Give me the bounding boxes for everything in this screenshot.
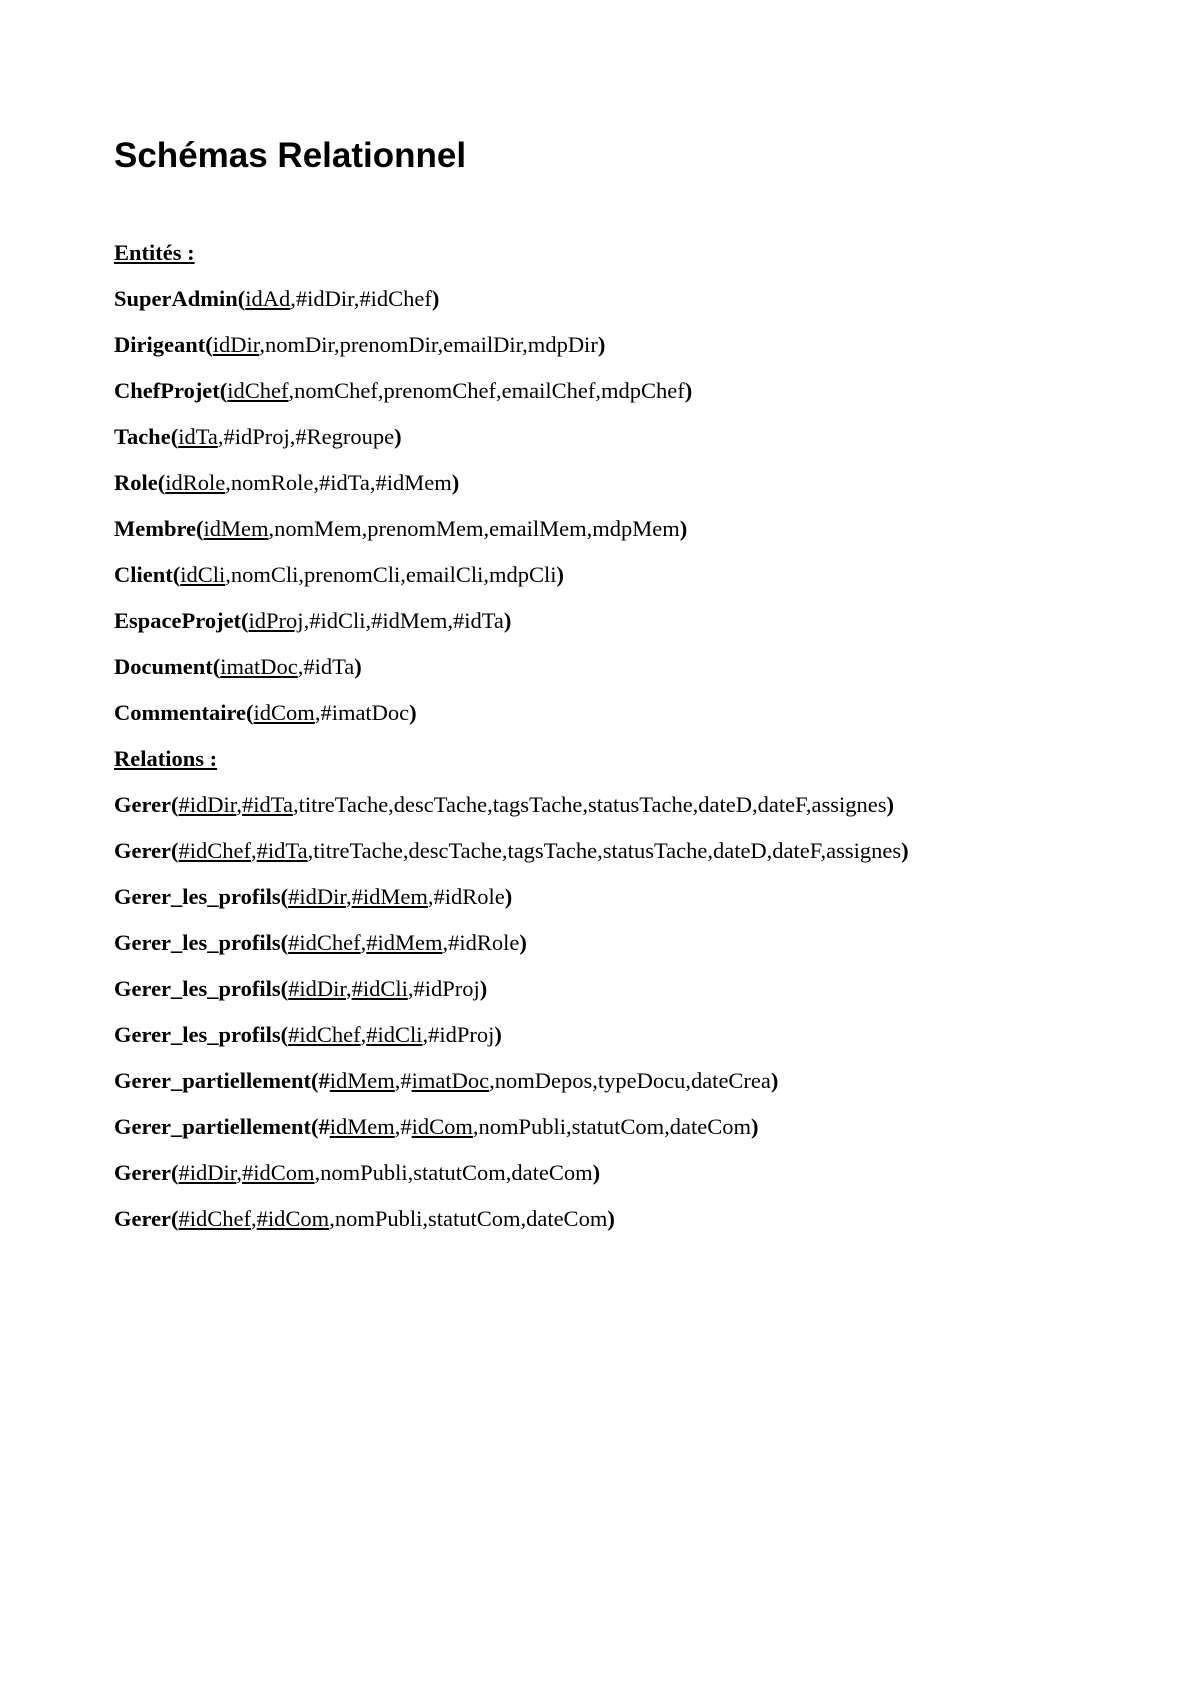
attribute-text: ,nomPubli,statutCom,dateCom (472, 1114, 752, 1139)
relation-line (114, 1060, 1114, 1106)
entity-line (114, 416, 1114, 462)
entity-line (114, 554, 1114, 600)
key-attribute: idTa (178, 424, 218, 449)
relation-name: Gerer_partiellement (114, 1114, 311, 1139)
attribute-text: , (236, 792, 243, 817)
relation-name: Gerer (114, 1206, 172, 1231)
key-attribute: #idChef (178, 1206, 252, 1231)
key-attribute: #idDir (178, 792, 237, 817)
attribute-text: ,nomChef,prenomChef,emailChef,mdpChef (288, 378, 685, 403)
close-paren: ) (607, 1206, 615, 1231)
close-paren: ) (684, 378, 693, 403)
key-attribute: #idChef (178, 838, 252, 863)
entity-line (114, 278, 1114, 324)
attribute-text: , (251, 1206, 257, 1231)
relation-name: EspaceProjet (114, 608, 242, 633)
attribute-text: ,#idProj,#Regroupe (217, 424, 395, 449)
key-attribute: idChef (227, 378, 289, 403)
key-attribute: #idChef (288, 1022, 361, 1047)
entity-line (114, 646, 1114, 692)
close-paren: ) (770, 1068, 779, 1093)
open-paren: ( (170, 424, 179, 449)
open-paren: ( (171, 1160, 179, 1185)
key-attribute: #idDir (288, 884, 346, 909)
key-attribute: #idCli (366, 1022, 423, 1047)
open-paren: ( (196, 516, 204, 541)
close-paren: ) (354, 654, 362, 679)
relation-name: Gerer (114, 1160, 172, 1185)
attribute-text: , (236, 1160, 243, 1185)
schema-content (114, 232, 1114, 1244)
entity-line (114, 600, 1114, 646)
close-paren: ) (679, 516, 688, 541)
key-attribute: idRole (165, 470, 226, 495)
key-attribute: idCli (180, 562, 226, 587)
attribute-text: , (345, 976, 352, 1001)
key-attribute: idProj (248, 608, 304, 633)
relation-name: Gerer_les_profils (114, 884, 281, 909)
relation-name: Document (114, 654, 213, 679)
close-paren: ) (597, 332, 606, 357)
close-paren: ) (751, 1114, 759, 1139)
key-attribute: #idTa (256, 838, 308, 863)
hash-symbol: # (318, 1114, 330, 1139)
attribute-text: ,#idRole (442, 930, 520, 955)
close-paren: ) (556, 562, 565, 587)
relation-line (114, 830, 1114, 876)
attribute-text: ,nomMem,prenomMem,emailMem,mdpMem (268, 516, 680, 541)
key-attribute: imatDoc (411, 1068, 490, 1093)
key-attribute: #idCli (351, 976, 408, 1001)
relation-line (114, 968, 1114, 1014)
relation-name: Gerer (114, 792, 172, 817)
attribute-text: ,nomPubli,statutCom,dateCom (329, 1206, 608, 1231)
attribute-text: ,#idProj (407, 976, 480, 1001)
attribute-text: , (360, 1022, 367, 1047)
attribute-text: ,#idDir,#idChef (290, 286, 432, 311)
relation-name: Gerer_les_profils (114, 1022, 281, 1047)
attribute-text: ,nomDir,prenomDir,emailDir,mdpDir (259, 332, 598, 357)
open-paren: ( (219, 378, 228, 403)
close-paren: ) (886, 792, 894, 817)
open-paren: ( (171, 792, 179, 817)
key-attribute: #idCom (256, 1206, 330, 1231)
key-attribute: idDir (212, 332, 260, 357)
attribute-text: ,nomRole,#idTa,#idMem (225, 470, 452, 495)
open-paren: ( (311, 1114, 319, 1139)
open-paren: ( (311, 1068, 319, 1093)
close-paren: ) (431, 286, 440, 311)
open-paren: ( (280, 930, 289, 955)
entity-line (114, 370, 1114, 416)
attribute-text: ,# (394, 1114, 412, 1139)
close-paren: ) (479, 976, 488, 1001)
relation-line (114, 1106, 1114, 1152)
key-attribute: idAd (245, 286, 291, 311)
relation-name: Client (114, 562, 173, 587)
close-paren: ) (451, 470, 460, 495)
open-paren: ( (280, 976, 289, 1001)
attribute-text: ,nomDepos,typeDocu,dateCrea (489, 1068, 771, 1093)
close-paren: ) (503, 608, 512, 633)
close-paren: ) (494, 1022, 502, 1047)
entity-line (114, 692, 1114, 738)
open-paren: ( (172, 562, 181, 587)
relation-name: Gerer (114, 838, 172, 863)
key-attribute: idMem (329, 1114, 395, 1139)
open-paren: ( (241, 608, 249, 633)
key-attribute: #idDir (288, 976, 346, 1001)
key-attribute: #idDir (178, 1160, 237, 1185)
entity-line (114, 508, 1114, 554)
key-attribute: idCom (253, 700, 315, 725)
attribute-text: ,# (394, 1068, 412, 1093)
attribute-text: ,#idRole (427, 884, 505, 909)
close-paren: ) (409, 700, 417, 725)
attribute-text: ,#idProj (422, 1022, 495, 1047)
open-paren: ( (280, 884, 289, 909)
key-attribute: idMem (329, 1068, 395, 1093)
attribute-text: , (360, 930, 367, 955)
section-heading: Relations : (114, 746, 218, 771)
key-attribute: #idMem (366, 930, 443, 955)
relation-name: Gerer_partiellement (114, 1068, 311, 1093)
close-paren: ) (901, 838, 909, 863)
attribute-text: ,titreTache,descTache,tagsTache,statusTache,dateD,dateF,assignes (307, 838, 902, 863)
relation-name: Commentaire (114, 700, 247, 725)
key-attribute: #idMem (351, 884, 428, 909)
relation-name: Tache (114, 424, 171, 449)
close-paren: ) (592, 1160, 601, 1185)
open-paren: ( (212, 654, 221, 679)
relation-line (114, 1014, 1114, 1060)
relation-line (114, 876, 1114, 922)
open-paren: ( (237, 286, 246, 311)
key-attribute: #idCom (242, 1160, 315, 1185)
attribute-text: ,titreTache,descTache,tagsTache,statusTache,dateD,dateF,assignes (292, 792, 887, 817)
attribute-text: ,#imatDoc (314, 700, 410, 725)
relation-name: SuperAdmin (114, 286, 238, 311)
relation-name: Dirigeant (114, 332, 206, 357)
hash-symbol: # (318, 1068, 330, 1093)
key-attribute: idMem (203, 516, 269, 541)
open-paren: ( (171, 838, 179, 863)
open-paren: ( (205, 332, 213, 357)
entity-line (114, 324, 1114, 370)
relation-line (114, 1152, 1114, 1198)
section-heading: Entités : (114, 240, 195, 265)
attribute-text: ,#idTa (297, 654, 355, 679)
attribute-text: , (251, 838, 257, 863)
key-attribute: idCom (411, 1114, 473, 1139)
page-title: Schémas Relationnel (114, 136, 467, 175)
attribute-text: ,#idCli,#idMem,#idTa (303, 608, 504, 633)
relation-line (114, 784, 1114, 830)
attribute-text: ,nomPubli,statutCom,dateCom (314, 1160, 593, 1185)
open-paren: ( (280, 1022, 289, 1047)
relation-name: ChefProjet (114, 378, 220, 403)
key-attribute: #idTa (242, 792, 293, 817)
relation-line (114, 922, 1114, 968)
attribute-text: , (345, 884, 352, 909)
close-paren: ) (519, 930, 527, 955)
relation-line (114, 1198, 1114, 1244)
open-paren: ( (171, 1206, 179, 1231)
relation-name: Role (114, 470, 158, 495)
key-attribute: imatDoc (220, 654, 298, 679)
open-paren: ( (246, 700, 254, 725)
close-paren: ) (394, 424, 402, 449)
entity-line (114, 462, 1114, 508)
open-paren: ( (157, 470, 166, 495)
close-paren: ) (504, 884, 513, 909)
relation-name: Gerer_les_profils (114, 930, 281, 955)
relation-name: Membre (114, 516, 197, 541)
key-attribute: #idChef (288, 930, 361, 955)
relation-name: Gerer_les_profils (114, 976, 281, 1001)
attribute-text: ,nomCli,prenomCli,emailCli,mdpCli (225, 562, 557, 587)
